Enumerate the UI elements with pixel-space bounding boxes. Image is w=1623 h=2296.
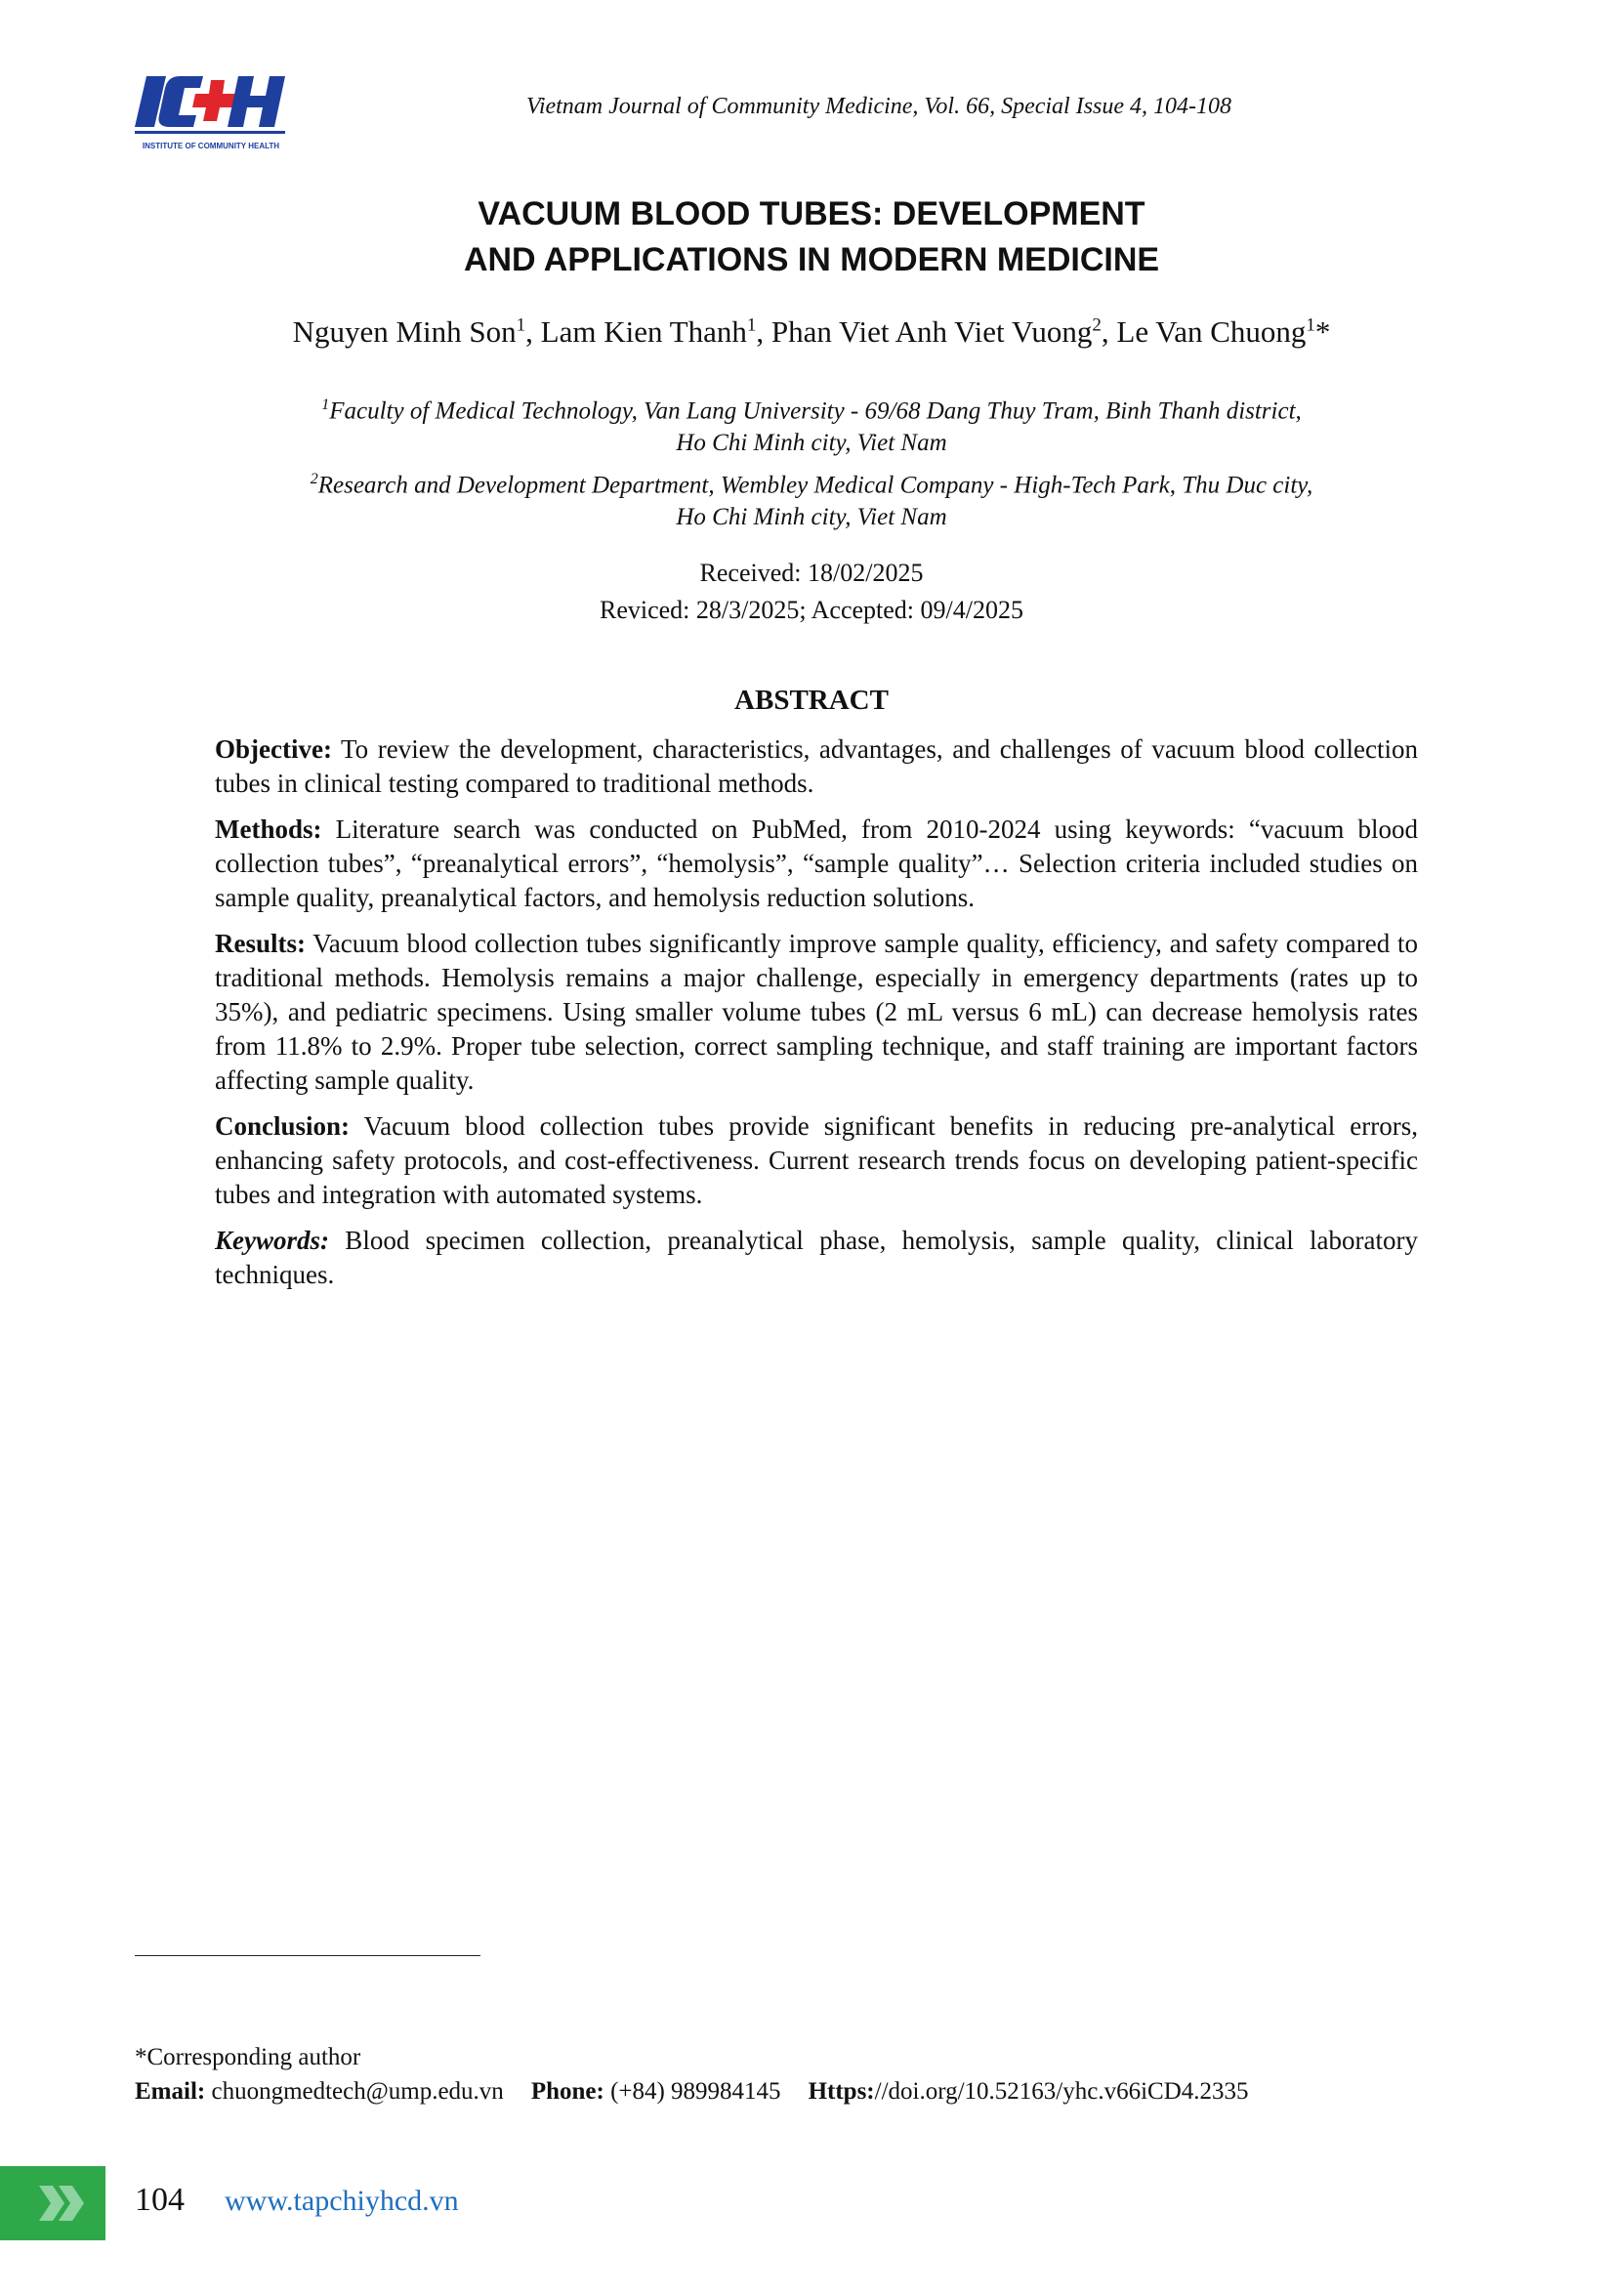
author-name: Nguyen Minh Son bbox=[292, 314, 517, 349]
author-affil-sup: 1 bbox=[746, 314, 757, 336]
abstract-methods bbox=[215, 813, 1418, 915]
objective-text: To review the development, characteristics, advantages, and challenges of vacuum blood collection tubes in clinical testing compared to traditional methods. bbox=[215, 734, 1418, 798]
affiliation-line: Ho Chi Minh city, Viet Nam bbox=[676, 430, 947, 457]
abstract-conclusion bbox=[215, 1109, 1418, 1212]
affiliation-sup: 1 bbox=[321, 397, 330, 413]
title-line-1: VACUUM BLOOD TUBES: DEVELOPMENT bbox=[478, 195, 1145, 232]
conclusion-text: Vacuum blood collection tubes provide significant benefits in reducing pre-analytical errors, enhancing safety protocols, and cost-effectiveness. Current research trends focus on developing patient-specific tubes and integration with automated systems. bbox=[215, 1111, 1418, 1209]
abstract-keywords bbox=[215, 1224, 1418, 1292]
paper-title bbox=[128, 191, 1495, 283]
logo-mark bbox=[135, 76, 285, 134]
author-name: Lam Kien Thanh bbox=[540, 314, 747, 349]
methods-label: Methods: bbox=[215, 814, 322, 844]
phone-value: (+84) 989984145 bbox=[603, 2078, 781, 2105]
title-line-2: AND APPLICATIONS IN MODERN MEDICINE bbox=[463, 241, 1160, 278]
affiliation-1 bbox=[128, 389, 1495, 459]
logo-caption: INSTITUTE OF COMMUNITY HEALTH bbox=[142, 142, 280, 150]
page-tab bbox=[0, 2166, 105, 2240]
double-chevron-icon bbox=[0, 2166, 105, 2240]
results-label: Results: bbox=[215, 929, 306, 958]
keywords-label: Keywords: bbox=[215, 1226, 329, 1255]
email-label: Email: bbox=[135, 2078, 206, 2105]
author-affil-sup: 1 bbox=[1306, 314, 1315, 336]
phone-label: Phone: bbox=[530, 2078, 604, 2105]
results-text: Vacuum blood collection tubes significantly improve sample quality, efficiency, and safety compared to traditional methods. Hemolysis remains a major challenge, especially in emergency departments (rates up to 35%), and pediatric specimens. Using smaller volume tubes (2 mL versus 6 mL) can decrease hemolysis rates from 11.8% to 2.9%. Proper tube selection, correct sampling technique, and staff training are important factors affecting sample quality. bbox=[215, 929, 1418, 1095]
author-list bbox=[128, 314, 1495, 350]
affiliation-line: Ho Chi Minh city, Viet Nam bbox=[676, 504, 947, 531]
email-value[interactable]: chuongmedtech@ump.edu.vn bbox=[205, 2078, 504, 2105]
author-name: Le Van Chuong bbox=[1116, 314, 1307, 349]
author-separator: , bbox=[1101, 314, 1117, 349]
affiliation-sup: 2 bbox=[310, 471, 318, 487]
affiliation-2 bbox=[128, 463, 1495, 533]
institute-logo bbox=[133, 70, 289, 158]
doi-link[interactable]: //doi.org/10.52163/yhc.v66iCD4.2335 bbox=[874, 2078, 1249, 2105]
journal-website-link[interactable]: www.tapchiyhcd.vn bbox=[225, 2185, 459, 2217]
revised-accepted-date: Reviced: 28/3/2025; Accepted: 09/4/2025 bbox=[600, 596, 1023, 624]
affiliation-line: Research and Development Department, Wembley Medical Company - High-Tech Park, Thu Duc city, bbox=[317, 472, 1313, 499]
author-separator: , bbox=[525, 314, 541, 349]
methods-text: Literature search was conducted on PubMed, from 2010-2024 using keywords: “vacuum blood collection tubes”, “preanalytical errors”, “hemolysis”, “sample quality”… Selection criteria included studies on sample quality, preanalytical factors, and hemolysis reduction solutions. bbox=[215, 814, 1418, 912]
abstract-results bbox=[215, 927, 1418, 1098]
author-affil-sup: 2 bbox=[1092, 314, 1102, 336]
objective-label: Objective: bbox=[215, 734, 332, 764]
journal-header: Vietnam Journal of Community Medicine, Vol. 66, Special Issue 4, 104-108 bbox=[525, 94, 1232, 119]
affiliation-line: Faculty of Medical Technology, Van Lang University - 69/68 Dang Thuy Tram, Binh Thanh district, bbox=[329, 397, 1302, 425]
abstract-objective bbox=[215, 732, 1418, 801]
author-separator: * bbox=[1314, 314, 1331, 349]
abstract-heading: ABSTRACT bbox=[734, 685, 889, 716]
corresponding-author-note: *Corresponding author bbox=[135, 2044, 361, 2070]
page-number: 104 bbox=[135, 2182, 185, 2218]
abstract-body bbox=[215, 732, 1418, 1304]
conclusion-label: Conclusion: bbox=[215, 1111, 351, 1141]
author-name: Phan Viet Anh Viet Vuong bbox=[770, 314, 1093, 349]
author-affil-sup: 1 bbox=[516, 314, 526, 336]
keywords-text: Blood specimen collection, preanalytical phase, hemolysis, sample quality, clinical laboratory techniques. bbox=[215, 1226, 1418, 1289]
footnote-divider bbox=[135, 1955, 480, 1956]
contact-line bbox=[135, 2078, 1249, 2106]
author-separator: , bbox=[756, 314, 771, 349]
https-label: Https: bbox=[808, 2078, 875, 2105]
received-date: Received: 18/02/2025 bbox=[699, 559, 924, 587]
